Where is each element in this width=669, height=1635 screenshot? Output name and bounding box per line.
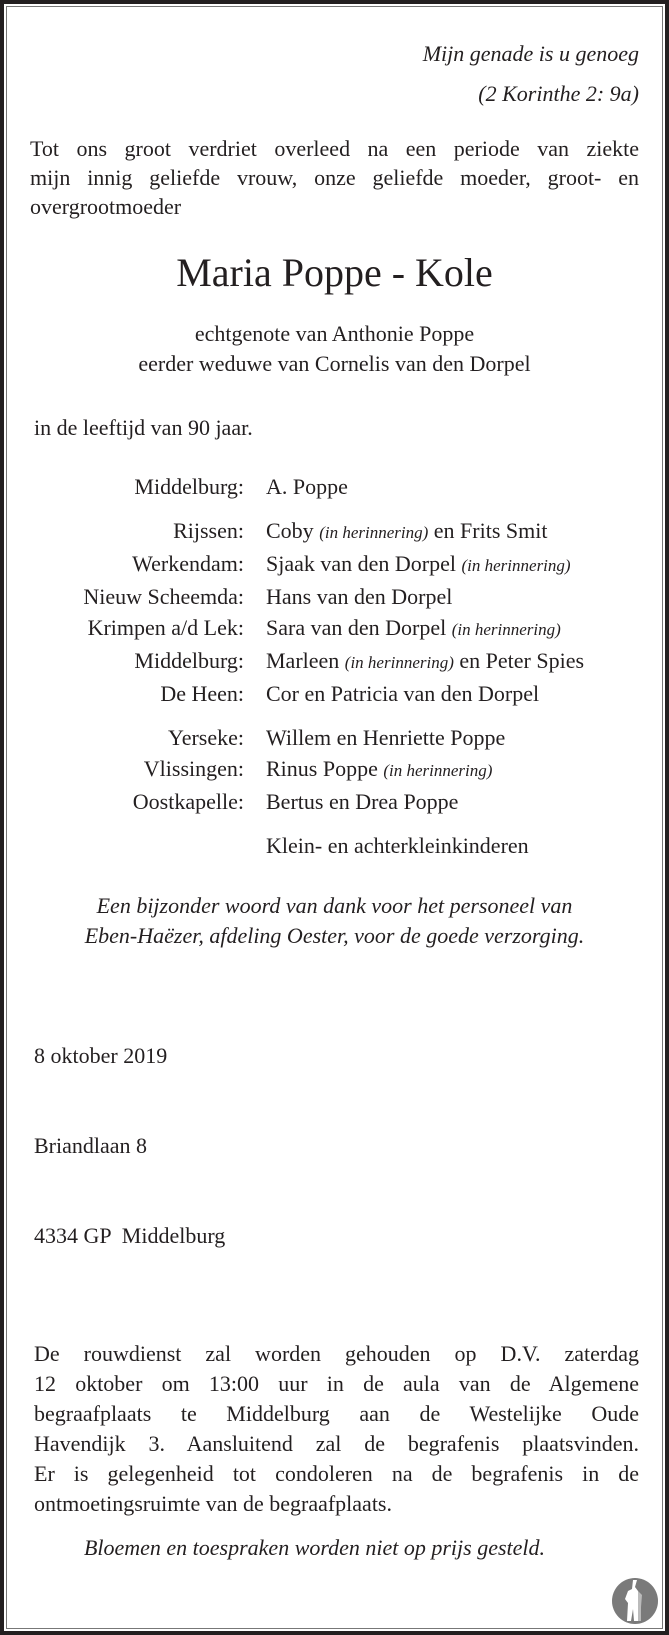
- names: Cor en Patricia van den Dorpel: [266, 681, 540, 706]
- intro-line: mijn innig geliefde vrouw, onze geliefde moeder, groot- en: [30, 165, 639, 190]
- group-spacer: [30, 817, 639, 830]
- names: Sara van den Dorpel (in herinnering): [266, 615, 561, 640]
- place: Middelburg:: [134, 648, 244, 673]
- place: Vlissingen:: [143, 756, 244, 781]
- spouse-line: echtgenote van Anthonie Poppe: [194, 321, 475, 346]
- place: Werkendam:: [132, 551, 244, 576]
- grandchildren: Klein- en achterkleinkinderen: [266, 833, 529, 858]
- intro-line: overgrootmoeder: [30, 194, 182, 219]
- names: Marleen (in herinnering) en Peter Spies: [266, 648, 585, 673]
- street: Briandlaan 8: [34, 1133, 148, 1158]
- service-line: Er is gelegenheid tot condoleren na de begrafenis in de: [34, 1461, 639, 1486]
- place: Yerseke:: [168, 725, 244, 750]
- names: Willem en Henriette Poppe: [266, 725, 506, 750]
- verse-text: Mijn genade is u genoeg: [422, 41, 639, 66]
- place: Middelburg:: [134, 474, 244, 499]
- place: De Heen:: [160, 681, 244, 706]
- place: Rijssen:: [173, 518, 244, 543]
- place: Oostkapelle:: [132, 789, 244, 814]
- embracing-figures-logo-icon: [611, 1577, 659, 1625]
- service-line: De rouwdienst zal worden gehouden op D.V. zaterdag: [34, 1341, 639, 1366]
- names: Bertus en Drea Poppe: [266, 789, 459, 814]
- thanks-note: [30, 891, 639, 951]
- service-line: begraafplaats te Middelburg aan de Westelijke Oude: [34, 1401, 639, 1426]
- group-spacer: [30, 502, 639, 515]
- spouse-line: eerder weduwe van Cornelis van den Dorpel: [138, 351, 531, 376]
- address-block: [30, 981, 639, 1311]
- names: Rinus Poppe (in herinnering): [266, 756, 493, 781]
- bible-verse: [30, 34, 639, 114]
- family-list: [30, 471, 639, 861]
- service-info: [30, 1339, 639, 1519]
- thanks-line: Een bijzonder woord van dank voor het personeel van: [96, 893, 573, 918]
- place: Krimpen a/d Lek:: [87, 615, 244, 640]
- service-line: Havendijk 3. Aansluitend zal de begrafenis plaatsvinden.: [34, 1431, 639, 1456]
- spouse-info: [30, 319, 639, 379]
- service-line: ontmoetingsruimte van de begraafplaats.: [34, 1491, 392, 1516]
- thanks-line: Eben-Haëzer, afdeling Oester, voor de goede verzorging.: [84, 923, 585, 948]
- service-line: 12 oktober om 13:00 uur in de aula van de Algemene: [34, 1371, 639, 1396]
- date: 8 oktober 2019: [34, 1043, 168, 1068]
- verse-reference: (2 Korinthe 2: 9a): [478, 81, 639, 106]
- intro-text: [30, 134, 639, 221]
- age: in de leeftijd van 90 jaar.: [34, 415, 253, 440]
- names: Coby (in herinnering) en Frits Smit: [266, 518, 548, 543]
- postal-city: 4334 GP Middelburg: [34, 1223, 226, 1248]
- flowers-note: Bloemen en toespraken worden niet op prijs gesteld.: [83, 1535, 546, 1560]
- group-spacer: [30, 709, 639, 722]
- names: Hans van den Dorpel: [266, 584, 453, 609]
- grandchildren-spacer: [30, 830, 244, 861]
- names: Sjaak van den Dorpel (in herinnering): [266, 551, 571, 576]
- intro-line: Tot ons groot verdriet overleed na een periode van ziekte: [30, 136, 639, 161]
- place: Nieuw Scheemda:: [83, 584, 244, 609]
- names: A. Poppe: [266, 474, 348, 499]
- deceased-name: Maria Poppe - Kole: [176, 250, 493, 295]
